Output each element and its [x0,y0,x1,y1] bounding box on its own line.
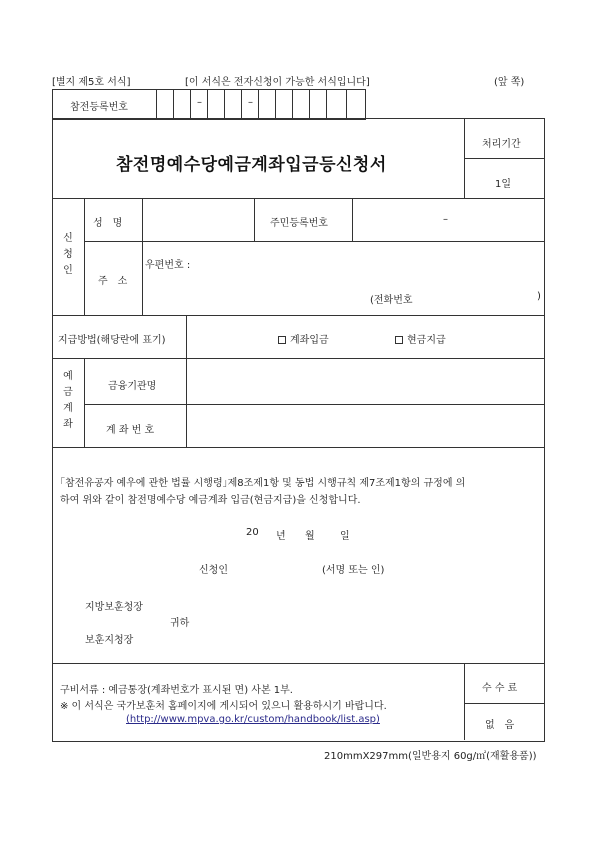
checkbox-icon [278,336,286,344]
payment-option-cash[interactable] [395,331,446,346]
recipient-honorific: 귀하 [170,618,190,629]
payment-option-account[interactable] [278,331,329,346]
phone-field[interactable] [425,289,535,303]
postal-code-label: 우편번호 : [145,260,191,271]
form-number: [별지 제5호 서식] [52,77,131,88]
resident-number-dash: – [443,214,448,225]
date-day-unit: 일 [340,531,350,542]
footer-note: ※ 이 서식은 국가보훈처 홈페이지에 게시되어 있으니 활용하시기 바랍니다. [60,701,387,712]
processing-label: 처리기간 [482,139,521,150]
handbook-link[interactable]: (http://www.mpva.go.kr/custom/handbook/list.asp) [126,714,380,725]
date-year-unit: 년 [276,531,286,542]
fee-label: 수 수 료 [482,683,518,694]
resident-number-label: 주민등록번호 [270,218,328,229]
phone-close: ) [537,291,541,302]
page-side: (앞 쪽) [494,77,525,88]
account-number-field[interactable] [189,408,540,444]
payment-option-cash-label: 현금지급 [407,335,446,346]
name-field[interactable] [145,202,251,238]
declaration-line-2: 하여 위와 같이 참전명예수당 예금계좌 입금(현금지급)을 신청합니다. [60,495,361,506]
applicant-sign-label: 신청인 [199,565,228,576]
registration-dash-1: – [197,97,202,108]
date-year: 20 [246,527,259,538]
checkbox-icon [395,336,403,344]
payment-method-label: 지급방법(해당란에 표기) [58,335,166,346]
address-field[interactable] [145,270,540,286]
signature-label: (서명 또는 인) [322,565,385,576]
account-number-label: 계 좌 번 호 [106,425,155,436]
date-month-unit: 월 [305,531,315,542]
recipient-regional: 지방보훈청장 [85,602,143,613]
fee-value: 없 음 [485,720,515,731]
bank-name-field[interactable] [189,362,540,400]
declaration-line-1: ｢참전유공자 예우에 관한 법률 시행령｣제8조제1항 및 동법 시행규칙 제7조제1항의 규정에 의 [60,478,466,489]
registration-label: 참전등록번호 [70,102,128,113]
form-title: 참전명예수당예금계좌입금등신청서 [116,155,387,175]
phone-label: (전화번호 [370,295,413,306]
payment-option-account-label: 계좌입금 [290,335,329,346]
address-label: 주 소 [98,276,128,287]
registration-dash-2: – [248,97,253,108]
recipient-branch: 보훈지청장 [85,635,134,646]
account-group-label: 예 금 계 좌 [63,371,73,430]
processing-value: 1일 [495,179,512,190]
applicant-group-label: 신 청 인 [63,233,73,276]
electronic-note: [이 서식은 전자신청이 가능한 서식입니다] [185,77,370,88]
name-label: 성 명 [93,218,123,229]
paper-spec: 210mmX297mm(일반용지 60g/㎡(재활용품)) [324,751,537,762]
bank-name-label: 금융기관명 [108,381,157,392]
required-documents: 구비서류 : 예금통장(계좌번호가 표시된 면) 사본 1부. [60,685,293,696]
